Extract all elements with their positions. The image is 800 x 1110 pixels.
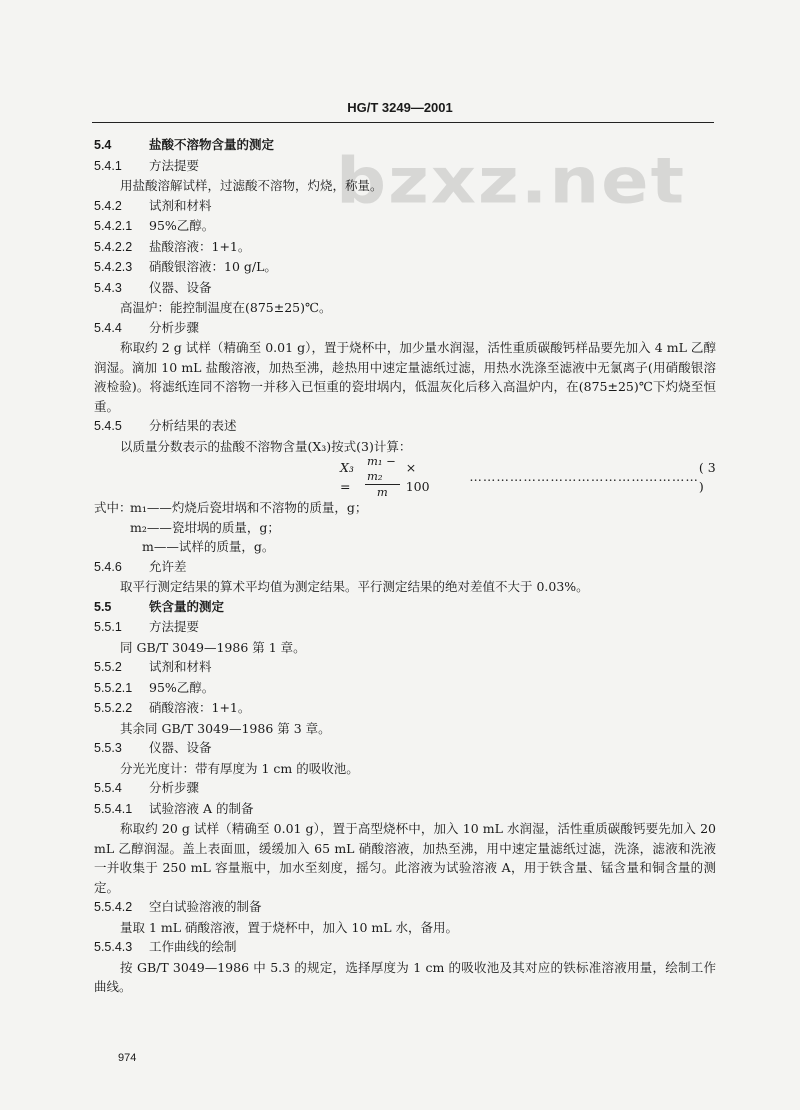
watermark: bzxz.net <box>336 144 687 218</box>
section-5-5: 5.5 铁含量的测定 <box>94 598 225 614</box>
section-5-4-6: 5.4.6 允许差 <box>94 558 187 574</box>
formula-numerator: m₁ − m₂ <box>365 454 400 485</box>
formula-denominator: m <box>376 485 388 499</box>
section-5-5-2: 5.5.2 试剂和材料 <box>94 659 212 674</box>
section-5-4-1: 5.4.1 方法提要 <box>94 157 200 173</box>
formula-lhs: X₃ = <box>340 459 354 494</box>
formula-rhs: × 100 <box>405 459 430 494</box>
where-line-3: m——试样的质量，g。 <box>142 539 275 554</box>
paragraph: 用盐酸溶解试样，过滤酸不溶物，灼烧，称量。 <box>120 178 383 193</box>
section-5-5-2-2: 5.5.2.2 硝酸溶液：1+1。 <box>94 700 251 715</box>
section-5-4-2-2: 5.4.2.2 盐酸溶液：1+1。 <box>94 238 251 254</box>
section-5-4-2-1: 5.4.2.1 95%乙醇。 <box>94 218 215 233</box>
section-5-5-4-3: 5.5.4.3 工作曲线的绘制 <box>94 939 237 954</box>
formula-fraction <box>365 454 400 500</box>
section-5-5-4-2: 5.5.4.2 空白试验溶液的制备 <box>94 899 262 914</box>
section-5-4-2: 5.4.2 试剂和材料 <box>94 197 212 213</box>
section-5-4-4: 5.4.4 分析步骤 <box>94 319 200 335</box>
paragraph: 取平行测定结果的算术平均值为测定结果。平行测定结果的绝对差值不大于 0.03%。 <box>120 579 589 594</box>
document-body <box>94 135 716 997</box>
paragraph: 以质量分数表示的盐酸不溶物含量(X₃)按式(3)计算： <box>120 438 412 454</box>
formula-3 <box>94 454 716 499</box>
paragraph: 称取约 20 g 试样（精确至 0.01 g），置于高型烧杯中，加入 10 mL 水润湿，活性重质碳酸钙要先加入 20 mL 乙醇润湿。盖上表面皿，缓缓加入 65 mL 硝酸溶液，加热至沸，用中速定量滤纸过滤，洗涤，滤液和洗液一并收集于 250 mL 容量瓶中，加水至刻度，摇匀。此溶液为试验溶液 A，用于铁含量、锰含量和铜含量的测定。 <box>94 821 716 895</box>
formula-number: ( 3 ) <box>698 459 716 494</box>
section-5-4: 5.4 盐酸不溶物含量的测定 <box>94 137 275 152</box>
section-5-5-2-1: 5.5.2.1 95%乙醇。 <box>94 679 215 695</box>
paragraph: 分光光度计：带有厚度为 1 cm 的吸收池。 <box>120 760 359 776</box>
page-number: 974 <box>118 1052 137 1064</box>
header-rule <box>92 122 714 123</box>
section-5-4-2-3: 5.4.2.3 硝酸银溶液：10 g/L。 <box>94 259 277 274</box>
section-5-4-3: 5.4.3 仪器、设备 <box>94 279 212 295</box>
paragraph: 称取约 2 g 试样（精确至 0.01 g），置于烧杯中，加少量水润湿，活性重质碳酸钙样品要先加入 4 mL 乙醇润湿。滴加 10 mL 盐酸溶液，加热至沸，趁热用中速定量滤纸过滤，用热水洗涤至滤液中无氯离子(用硝酸银溶液检验)。将滤纸连同不溶物一并移入已恒重的瓷坩埚内，低温灰化后移入高温炉内，在(875±25)℃下灼烧至恒重。 <box>94 340 716 414</box>
paragraph: 量取 1 mL 硝酸溶液，置于烧杯中，加入 10 mL 水，备用。 <box>120 919 459 935</box>
section-5-5-3: 5.5.3 仪器、设备 <box>94 740 212 755</box>
formula-leader-dots: …………………………………………… <box>469 469 699 485</box>
section-5-5-4: 5.5.4 分析步骤 <box>94 780 200 795</box>
paragraph: 高温炉：能控制温度在(875±25)℃。 <box>120 300 332 315</box>
paragraph: 同 GB/T 3049—1986 第 1 章。 <box>120 639 306 655</box>
section-5-5-1: 5.5.1 方法提要 <box>94 619 200 634</box>
section-5-5-4-1: 5.5.4.1 试验溶液 A 的制备 <box>94 800 254 816</box>
where-line-1: 式中：m₁——灼烧后瓷坩埚和不溶物的质量，g； <box>94 500 368 515</box>
paragraph: 其余同 GB/T 3049—1986 第 3 章。 <box>120 720 331 736</box>
where-line-2: m₂——瓷坩埚的质量，g； <box>130 519 280 535</box>
paragraph: 按 GB/T 3049—1986 中 5.3 的规定，选择厚度为 1 cm 的吸收池及其对应的铁标准溶液用量，绘制工作曲线。 <box>94 959 716 994</box>
standard-header: HG/T 3249—2001 <box>347 100 453 115</box>
section-5-4-5: 5.4.5 分析结果的表述 <box>94 418 237 433</box>
